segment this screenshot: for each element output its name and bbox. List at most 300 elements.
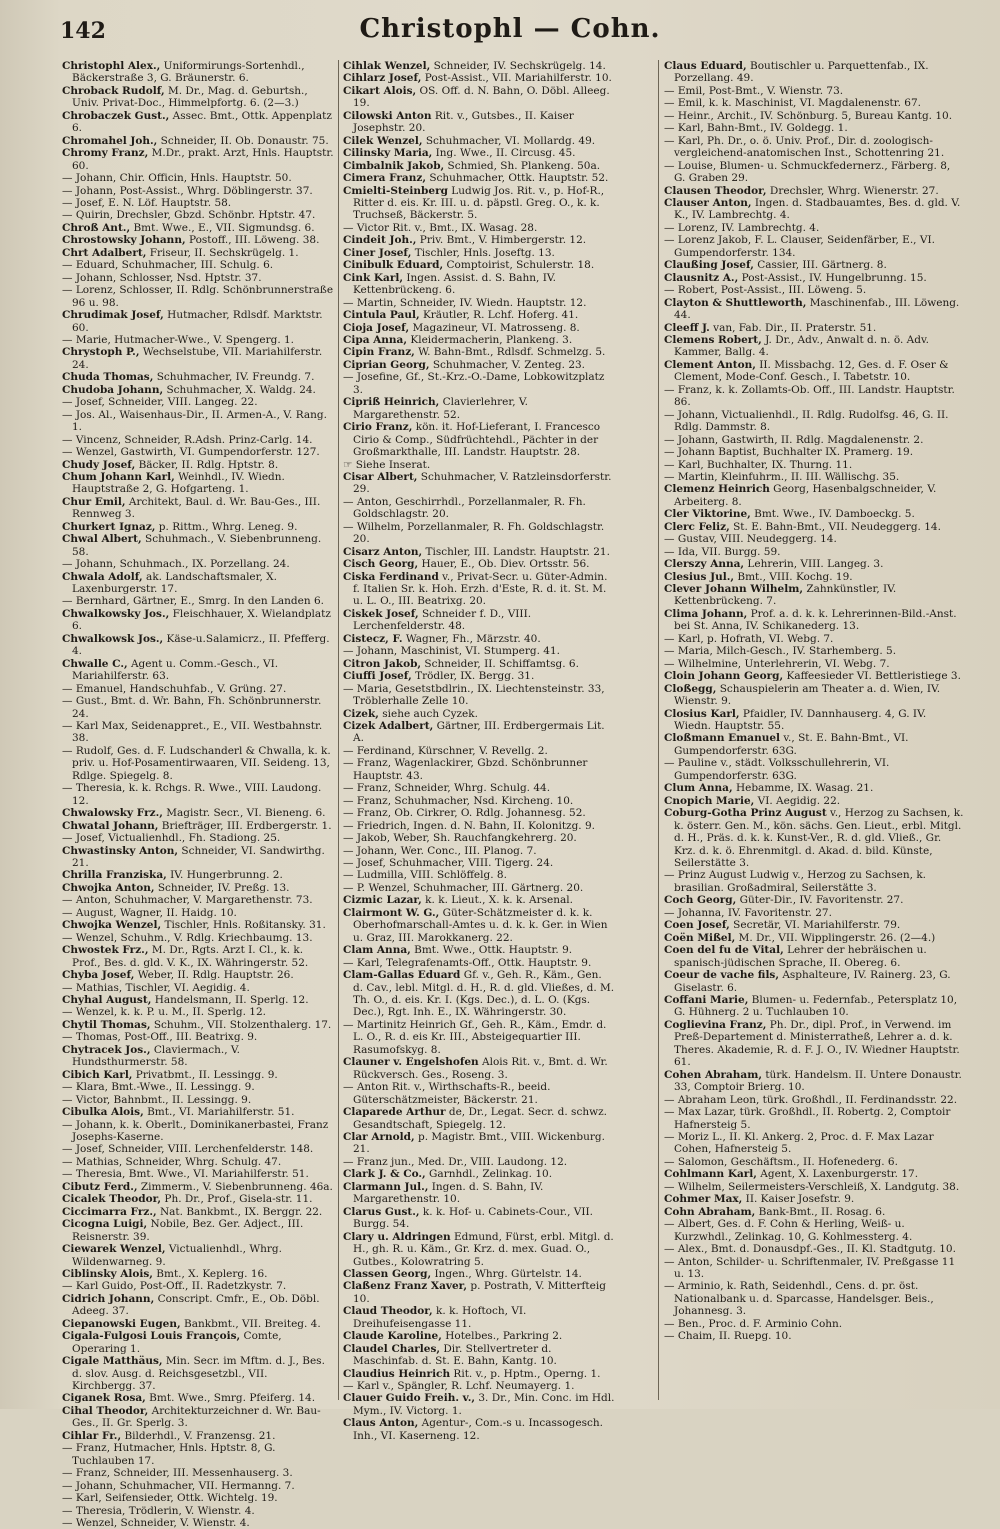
entry-name: Chromahel Joh., — [62, 134, 158, 147]
directory-entry — [62, 147, 334, 172]
entry-name: Clauser Anton, — [664, 196, 752, 209]
entry-details: türk. Handelsm. II. Untere Donaustr. 33, Comptoir Brierg. 10. — [674, 1068, 962, 1094]
entry-details: v., Herzog zu Sachsen, k. k. österr. Gen. M., kön. sächs. Gen. Lieut., erbl. Mitgl. d. H., Präs. d. k. k. Kunst-Ver., R. d. gld. Vließ., Gr. Krz. d. k. ö. Ehrenmitgl. d. Akad. d. bild. Künste, Seilerstätte 3. — [674, 807, 964, 869]
directory-column-2 — [343, 60, 615, 1442]
directory-entry — [343, 1231, 615, 1268]
entry-details: — Emanuel, Handschuhfab., V. Grüng. 27. — [62, 682, 287, 695]
entry-name: Clerc Feliz, — [664, 520, 730, 533]
directory-entry — [62, 1218, 334, 1243]
entry-details: OS. Off. d. N. Bahn, O. Döbl. Alleeg. 19. — [353, 84, 610, 110]
entry-name: Cler Viktorine, — [664, 508, 751, 521]
directory-entry — [62, 907, 334, 919]
entry-name: Chytil Thomas, — [62, 1018, 151, 1031]
directory-entry — [62, 1505, 334, 1517]
directory-column-3 — [664, 60, 964, 1400]
entry-name: Coch Georg, — [664, 894, 737, 907]
entry-details: Gf. v., Geh. R., Käm., Gen. d. Cav., lebl. Mitgl. d. H., R. d. gld. Vließes, d. M. Th. O., d. eis. Kr. I. (Kgs. Dec.), d. L. O. (Kgs. Dec.), Rgt. Inh. E., IX. Währingerstr. 30. — [353, 969, 615, 1019]
entry-name: Chur Emil, — [62, 495, 126, 508]
entry-name: Cohlmann Karl, — [664, 1168, 757, 1181]
entry-name: Cilowski Anton — [343, 109, 432, 122]
directory-entry — [62, 1355, 334, 1392]
directory-entry — [62, 633, 334, 658]
directory-entry — [664, 1156, 964, 1168]
entry-name: Cink Karl, — [343, 271, 404, 284]
directory-entry — [664, 259, 964, 271]
entry-details: — Karl, Buchhalter, IX. Thurng. 11. — [664, 458, 853, 471]
entry-details: — Salomon, Geschäftsm., II. Hofenederg. 6. — [664, 1155, 898, 1168]
entry-details: Bäcker, II. Rdlg. Hptstr. 8. — [135, 458, 279, 471]
directory-entry — [664, 670, 964, 682]
entry-details: — Franz, Schuhmacher, Nsd. Kircheng. 10. — [343, 794, 574, 807]
directory-entry — [62, 135, 334, 147]
entry-details: — Josef, E. N. Löf. Hauptstr. 58. — [62, 196, 232, 209]
entry-details: k. k. Lieut., X. k. k. Arsenal. — [421, 894, 573, 907]
entry-name: Chwala Adolf, — [62, 570, 143, 583]
entry-name: Coen del fu de Vital, — [664, 944, 784, 957]
directory-entry — [664, 558, 964, 570]
directory-entry — [62, 1467, 334, 1479]
directory-entry — [664, 222, 964, 234]
entry-details: — Victor Rit. v., Bmt., IX. Wasag. 28. — [343, 221, 538, 234]
directory-entry — [343, 832, 615, 844]
entry-name: Clarus Gust., — [343, 1205, 420, 1218]
entry-details: Wechselstube, VII. Mariahilferstr. 24. — [72, 346, 323, 371]
entry-details: Hebamme, IX. Wasag. 21. — [732, 782, 874, 795]
entry-name: Ciblinsky Alois, — [62, 1267, 153, 1280]
entry-details: — Prinz August Ludwig v., Herzog zu Sachsen, k. brasilian. Großadmiral, Seilerstätte 3. — [664, 869, 927, 894]
directory-entry — [62, 346, 334, 371]
entry-details: — Johann, Wer. Conc., III. Planog. 7. — [343, 844, 537, 857]
entry-details: Georg, Hasenbalgschneider, V. Arbeiterg. 8. — [674, 483, 937, 508]
directory-entry — [664, 1280, 964, 1317]
entry-details: — Anton, Schilder- u. Schriftenmaler, IV. Preßgasse 11 u. 13. — [664, 1255, 956, 1280]
entry-name: Clar Arnold, — [343, 1130, 415, 1143]
entry-name: Chuda Thomas, — [62, 371, 154, 384]
entry-details: Conscript. Cmfr., E., Ob. Döbl. Adeeg. 37. — [72, 1292, 320, 1318]
entry-details: Schneider, VI. Sandwirthg. 21. — [72, 844, 325, 869]
directory-entry — [62, 272, 334, 284]
directory-entry — [664, 546, 964, 558]
directory-entry — [664, 994, 964, 1019]
entry-details: — Lorenz Jakob, F. L. Clauser, Seidenfärber, E., VI. Gumpendorferstr. 134. — [664, 234, 935, 259]
directory-entry — [664, 757, 964, 782]
entry-details: Agent u. Comm.-Gesch., VI. Mariahilferstr. 63. — [72, 657, 279, 683]
directory-entry — [343, 795, 615, 807]
directory-entry — [343, 234, 615, 246]
directory-entry — [343, 1305, 615, 1330]
entry-name: Cohn Abraham, — [664, 1205, 756, 1218]
entry-details: Post-Assist., IV. Hungelbrunng. 15. — [738, 271, 927, 284]
entry-name: Cinibulk Eduard, — [343, 259, 444, 272]
directory-entry — [62, 371, 334, 383]
entry-details: Wagner, Fh., Märzstr. 40. — [402, 632, 541, 645]
directory-entry — [664, 197, 964, 222]
entry-details: Prof. a. d. k. k. Lehrerinnen-Bild.-Anst. bei St. Anna, IV. Schikanederg. 13. — [674, 607, 957, 633]
entry-details: — Ludmilla, VIII. Schlöffelg. 8. — [343, 869, 507, 882]
directory-entry — [343, 546, 615, 558]
directory-entry — [343, 720, 615, 745]
directory-entry — [62, 595, 334, 607]
entry-details: Comte, Operaring 1. — [72, 1330, 282, 1355]
entry-details: Schuhmacher, Ottk. Hauptstr. 52. — [426, 172, 609, 185]
directory-entry — [62, 446, 334, 458]
directory-entry — [62, 1517, 334, 1529]
entry-details: — Vincenz, Schneider, R.Adsh. Prinz-Carlg. 14. — [62, 433, 313, 446]
directory-entry — [343, 247, 615, 259]
directory-entry — [62, 807, 334, 819]
directory-entry — [664, 85, 964, 97]
entry-name: Cihlak Wenzel, — [343, 60, 431, 72]
entry-details: — Josef, Schneider, VIII. Langeg. 22. — [62, 396, 258, 409]
entry-name: Claudel Charles, — [343, 1342, 441, 1355]
directory-entry — [664, 234, 964, 259]
entry-details: — Josef, Schuhmacher, VIII. Tigerg. 24. — [343, 857, 554, 869]
directory-entry — [62, 1442, 334, 1467]
entry-details: — Gust., Bmt. d. Wr. Bahn, Fh. Schönbrunnerstr. 24. — [62, 695, 322, 720]
entry-name: Cizmic Lazar, — [343, 894, 422, 907]
directory-entry — [62, 1094, 334, 1106]
entry-name: Closius Karl, — [664, 707, 740, 720]
entry-name: Cnopich Marie, — [664, 794, 755, 807]
directory-entry — [62, 396, 334, 408]
directory-entry — [62, 1193, 334, 1205]
entry-name: Classen Georg, — [343, 1267, 432, 1280]
entry-name: Clauner v. Engelshofen — [343, 1056, 479, 1069]
directory-entry — [343, 459, 615, 471]
entry-details: Cassier, III. Gärtnerg. 8. — [753, 259, 887, 272]
directory-entry — [664, 969, 964, 994]
entry-details: St. E. Bahn-Bmt., VII. Neudeggerg. 14. — [729, 520, 941, 533]
entry-details: Pfaidler, IV. Dannhauserg. 4, G. IV. Wiedn. Hauptstr. 55. — [674, 707, 927, 733]
entry-details: Bmt., VI. Mariahilferstr. 51. — [143, 1106, 295, 1119]
entry-details: — Wilhelmine, Unterlehrerin, VI. Webg. 7. — [664, 657, 890, 670]
entry-details: — Martin, Schneider, IV. Wiedn. Hauptstr. 12. — [343, 296, 587, 309]
entry-details: — Wenzel, Schneider, V. Wienstr. 4. — [62, 1517, 250, 1529]
entry-name: Chudy Josef, — [62, 458, 136, 471]
entry-name: Cimbalnik Jakob, — [343, 159, 445, 172]
entry-details: — Quirin, Drechsler, Gbzd. Schönbr. Hptstr. 47. — [62, 209, 316, 222]
entry-details: Tischler, III. Landstr. Hauptstr. 21. — [422, 545, 610, 558]
entry-name: Ciner Josef, — [343, 246, 412, 259]
directory-entry — [62, 533, 334, 558]
entry-details: Agent, X. Laxenburgerstr. 17. — [756, 1168, 919, 1181]
entry-name: Cloßmann Emanuel — [664, 732, 781, 745]
directory-entry — [62, 85, 334, 110]
directory-entry — [343, 359, 615, 371]
entry-details: Weber, II. Rdlg. Hauptstr. 26. — [134, 969, 294, 982]
directory-entry — [664, 1218, 964, 1243]
entry-name: Chudoba Johann, — [62, 383, 164, 396]
directory-entry — [62, 1405, 334, 1430]
directory-entry — [62, 1168, 334, 1180]
entry-name: Ciska Ferdinand — [343, 570, 439, 583]
directory-entry — [62, 1181, 334, 1193]
directory-entry — [343, 670, 615, 682]
entry-name: Clauer Guido Freih. v., — [343, 1392, 476, 1405]
directory-entry — [664, 645, 964, 657]
directory-entry — [343, 683, 615, 708]
entry-name: Cioja Josef, — [343, 321, 410, 334]
directory-entry — [664, 409, 964, 434]
entry-name: Chwatal Johann, — [62, 819, 159, 832]
entry-details: Ph. Dr., Prof., Gisela-str. 11. — [161, 1193, 313, 1206]
directory-entry — [664, 297, 964, 322]
entry-details: — Johann, Maschinist, VI. Stumperg. 41. — [343, 645, 560, 658]
entry-name: Cizek Adalbert, — [343, 720, 434, 733]
entry-details: Kleidermacherin, Plankeng. 3. — [407, 333, 573, 346]
entry-details: — Josef, Victualienhdl., Fh. Stadiong. 25. — [62, 832, 281, 845]
directory-entry — [343, 1368, 615, 1380]
entry-details: — Johann, Victualienhdl., II. Rdlg. Rudolfsg. 46, G. II. Rdlg. Dammstr. 8. — [664, 408, 949, 434]
directory-entry — [62, 882, 334, 894]
directory-entry — [343, 820, 615, 832]
entry-details: — Karl v., Spängler, R. Lchf. Neumayerg. 1. — [343, 1380, 575, 1393]
directory-entry — [343, 496, 615, 521]
entry-details: — Karl Max, Seidenappret., E., VII. Westbahnstr. 38. — [62, 720, 323, 745]
entry-details: — Alex., Bmt. d. Donausdpf.-Ges., II. Kl. Stadtgutg. 10. — [664, 1243, 956, 1256]
directory-entry — [664, 1069, 964, 1094]
entry-details: — Wenzel, Gastwirth, VI. Gumpendorferstr. 127. — [62, 446, 320, 459]
entry-details: k. k. Hoftoch, VI. Dreihufeisengasse 11. — [353, 1305, 527, 1330]
directory-entry — [343, 1330, 615, 1342]
entry-details: Handelsmann, II. Sperlg. 12. — [151, 993, 309, 1006]
entry-details: — Josef, Schneider, VIII. Lerchenfelderstr. 148. — [62, 1143, 314, 1156]
directory-entry — [62, 1243, 334, 1268]
directory-entry — [62, 994, 334, 1006]
entry-name: Chwojka Wenzel, — [62, 919, 162, 932]
column-divider — [338, 60, 339, 1400]
entry-name: Cikart Alois, — [343, 84, 417, 97]
entry-details: — Josefine, Gf., St.-Krz.-O.-Dame, Lobkowitzplatz 3. — [343, 371, 605, 396]
entry-details: — Mathias, Tischler, VI. Aegidig. 4. — [62, 981, 250, 994]
directory-entry — [62, 1031, 334, 1043]
entry-details: — Ida, VII. Burgg. 59. — [664, 545, 781, 558]
entry-name: Ciuffi Josef, — [343, 670, 412, 683]
entry-name: Chwojka Anton, — [62, 881, 155, 894]
directory-entry — [343, 1056, 615, 1081]
entry-details: — Anton, Schuhmacher, V. Margarethenstr. 73. — [62, 894, 313, 907]
directory-entry — [62, 1044, 334, 1069]
entry-name: Cindeit Joh., — [343, 234, 417, 247]
entry-details: — Theresia, Bmt. Wwe., VI. Mariahilferstr. 51. — [62, 1168, 309, 1181]
entry-details: 3. Dr., Min. Conc. im Hdl. Mym., IV. Victorg. 1. — [353, 1392, 615, 1417]
directory-entry — [62, 1156, 334, 1168]
entry-name: Chwalowsky Frz., — [62, 807, 163, 820]
directory-entry — [343, 869, 615, 881]
directory-entry — [62, 459, 334, 471]
directory-entry — [62, 1480, 334, 1492]
entry-name: Ciepanowski Eugen, — [62, 1317, 181, 1330]
entry-details: Bankbmt., VII. Breiteg. 4. — [180, 1317, 321, 1330]
entry-details: Comptoirist, Schulerstr. 18. — [443, 259, 595, 272]
directory-entry — [664, 869, 964, 894]
directory-entry — [343, 1131, 615, 1156]
entry-name: Cilek Wenzel, — [343, 134, 423, 147]
entry-details: v., Privat-Secr. u. Güter-Admin. f. Italien Sr. k. Hoh. Erzh. d'Este, R. d. it. St. M. u. L. O., III. Beatrixg. 20. — [353, 570, 608, 608]
entry-name: Clement Anton, — [664, 358, 756, 371]
directory-entry — [343, 944, 615, 956]
directory-entry — [62, 571, 334, 596]
directory-entry — [343, 259, 615, 271]
entry-details: — Robert, Post-Assist., III. Löweng. 5. — [664, 284, 867, 297]
entry-name: Clayton & Shuttleworth, — [664, 296, 807, 309]
entry-details: — Karl, Seifensieder, Ottk. Wichtelg. 19. — [62, 1492, 278, 1505]
entry-details: — Martinitz Heinrich Gf., Geh. R., Käm., Emdr. d. L. O., R. d. eis Kr. III., Absteigequartier III. Rasumofskyg. 8. — [343, 1018, 607, 1056]
entry-details: Schuhmacher, V. Ratzleinsdorferstr. 29. — [353, 470, 612, 496]
entry-name: Cicogna Luigi, — [62, 1218, 148, 1231]
entry-details: Garnhdl., Zelinkag. 10. — [425, 1168, 553, 1181]
directory-entry — [62, 658, 334, 683]
entry-name: Cihlar Fr., — [62, 1429, 122, 1442]
directory-entry — [62, 1019, 334, 1031]
entry-details: — Marie, Hutmacher-Wwe., V. Spengerg. 1. — [62, 333, 295, 346]
entry-details: — Pauline v., städt. Volksschullehrerin, VI. Gumpendorferstr. 63G. — [664, 757, 890, 782]
directory-entry — [62, 869, 334, 881]
page-number: 142 — [60, 18, 106, 44]
entry-details: — Franz, Schneider, III. Messenhauserg. 3. — [62, 1467, 293, 1480]
directory-entry — [62, 185, 334, 197]
entry-name: Cintula Paul, — [343, 309, 420, 322]
entry-name: Cibutz Ferd., — [62, 1180, 138, 1193]
entry-details: — Johann Baptist, Buchhalter IX. Pramerg. 19. — [664, 446, 914, 459]
entry-details: kön. it. Hof-Lieferant, I. Francesco Cirio & Comp., Südfrüchtehdl., Pächter in der Großmarkthalle, III. Landstr. Hauptstr. 28. — [353, 421, 601, 459]
entry-details: II. Missbachg. 12, Ges. d. F. Oser & Clement, Mode-Conf. Gesch., I. Tabetstr. 10. — [674, 358, 949, 384]
entry-name: Chytracek Jos., — [62, 1043, 151, 1056]
entry-details: siehe auch Cyzek. — [378, 707, 478, 720]
entry-details: Bmt., X. Keplerg. 16. — [152, 1267, 268, 1280]
page-title: Christophl — Cohn. — [359, 14, 661, 44]
entry-details: Ingen., Whrg. Gürtelstr. 14. — [431, 1267, 582, 1280]
entry-details: Postoff., III. Löweng. 38. — [185, 234, 320, 247]
entry-name: Chroback Rudolf, — [62, 84, 165, 97]
entry-name: Claud Theodor, — [343, 1305, 433, 1318]
directory-entry — [62, 683, 334, 695]
entry-name: Cisar Albert, — [343, 470, 418, 483]
entry-details: Gärtner, III. Erdbergermais Lit. A. — [353, 720, 605, 745]
directory-entry — [664, 571, 964, 583]
directory-entry — [664, 434, 964, 446]
directory-entry — [343, 907, 615, 944]
directory-entry — [343, 135, 615, 147]
directory-entry — [664, 907, 964, 919]
directory-entry — [343, 782, 615, 794]
entry-details: Secretär, VI. Mariahilferstr. 79. — [729, 919, 901, 932]
entry-details: M. Dr., Mag. d. Geburtsh., Univ. Privat-Doc., Himmelpfortg. 6. (2—3.) — [72, 84, 308, 110]
directory-entry — [343, 147, 615, 159]
entry-name: Chrilla Franziska, — [62, 869, 167, 882]
directory-entry — [664, 284, 964, 296]
directory-entry — [343, 894, 615, 906]
entry-details: Tischler, Hnls. Joseftg. 13. — [411, 246, 555, 259]
entry-name: Clerszy Anna, — [664, 558, 745, 571]
entry-details: — Johann, Schuhmach., IX. Porzellang. 24. — [62, 558, 290, 571]
directory-entry — [62, 720, 334, 745]
directory-entry — [62, 1492, 334, 1504]
directory-entry — [62, 434, 334, 446]
entry-name: Claus Anton, — [343, 1417, 419, 1430]
directory-entry — [664, 932, 964, 944]
directory-entry — [343, 882, 615, 894]
directory-entry — [62, 1268, 334, 1280]
directory-entry — [62, 247, 334, 259]
directory-entry — [62, 944, 334, 969]
entry-details: — Friedrich, Ingen. d. N. Bahn, II. Kolonitzg. 9. — [343, 819, 595, 832]
entry-details: — Franz, Schneider, Whrg. Schulg. 44. — [343, 782, 551, 795]
entry-details: W. Bahn-Bmt., Rdlsdf. Schmelzg. 5. — [414, 346, 606, 359]
directory-entry — [62, 558, 334, 570]
entry-details: — Johann, Gastwirth, II. Rdlg. Magdalenenstr. 2. — [664, 433, 924, 446]
entry-details: — Franz, Hutmacher, Hnls. Hptstr. 8, G. Tuchlauben 17. — [62, 1442, 276, 1467]
entry-details: Ing. Wwe., II. Circusg. 45. — [432, 147, 576, 160]
directory-entry — [62, 471, 334, 496]
entry-details: Schuhmacher, V. Zenteg. 23. — [429, 358, 586, 371]
entry-details: Claviermach., V. Hundsthurmerstr. 58. — [72, 1043, 240, 1069]
directory-entry — [343, 222, 615, 234]
entry-details: Lehrerin, VIII. Langeg. 3. — [744, 558, 884, 571]
directory-entry — [343, 1168, 615, 1180]
entry-details: — Bernhard, Gärtner, E., Smrg. In den Landen 6. — [62, 595, 324, 608]
entry-name: Cirio Franz, — [343, 421, 413, 434]
directory-entry — [343, 471, 615, 496]
directory-entry — [62, 309, 334, 334]
entry-details: — Maria, Milch-Gesch., IV. Starhemberg. 5. — [664, 645, 897, 658]
entry-details: Maschinenfab., III. Löweng. 44. — [674, 296, 960, 322]
directory-entry — [664, 459, 964, 471]
entry-details: Nat. Bankbmt., IX. Berggr. 22. — [156, 1205, 323, 1218]
directory-entry — [343, 845, 615, 857]
entry-details: Bmt. Wwe., IV. Damboeckg. 5. — [750, 508, 915, 521]
entry-name: Cohen Abraham, — [664, 1068, 762, 1081]
entry-name: Chwalkowsky Jos., — [62, 607, 170, 620]
entry-name: Chyba Josef, — [62, 969, 135, 982]
column-divider — [658, 60, 659, 1400]
entry-details: Blumen- u. Federnfab., Petersplatz 10, G. Hühnerg. 2 u. Tuchlauben 10. — [674, 993, 958, 1019]
directory-entry — [664, 334, 964, 359]
entry-details: M. Dr., VII. Wipplingerstr. 26. (2—4.) — [735, 931, 936, 944]
directory-entry — [343, 1343, 615, 1368]
entry-details: Schneider, IV. Sechskrügelg. 14. — [430, 60, 606, 72]
entry-details: — Theresia, k. k. Rchgs. R. Wwe., VIII. Laudong. 12. — [62, 782, 322, 807]
entry-details: Lehrer der hebräischen u. spanisch-jüdischen Sprache, II. Obereg. 6. — [674, 944, 927, 969]
entry-details: Ingen. d. S. Bahn, IV. Margarethenstr. 10. — [353, 1180, 544, 1206]
entry-details: — Johann, Chir. Officin, Hnls. Hauptstr. 50. — [62, 172, 292, 185]
entry-details: — Franz, Wagenlackirer, Gbzd. Schönbrunner Hauptstr. 43. — [343, 757, 588, 782]
entry-details: Schuhmacher, X. Waldg. 24. — [163, 383, 316, 396]
entry-details: de, Dr., Legat. Secr. d. schwz. Gesandtschaft, Spiegelg. 12. — [353, 1106, 607, 1131]
entry-details: Drechsler, Whrg. Wienerstr. 27. — [766, 184, 939, 197]
page-header — [60, 14, 960, 50]
directory-entry — [664, 1106, 964, 1131]
entry-name: Clam-Gallas Eduard — [343, 969, 461, 982]
entry-name: Claparede Arthur — [343, 1106, 446, 1119]
entry-name: Clima Johann, — [664, 607, 748, 620]
directory-entry — [343, 60, 615, 72]
entry-details: — Albert, Ges. d. F. Cohn & Herling, Weiß- u. Kurzwhdl., Zelinkag. 10, G. Kohlmessterg. 4. — [664, 1218, 913, 1243]
directory-entry — [62, 1106, 334, 1118]
directory-entry — [664, 807, 964, 869]
directory-entry — [62, 969, 334, 981]
directory-entry — [62, 110, 334, 135]
directory-entry — [62, 1293, 334, 1318]
entry-details: Güter-Schätzmeister d. k. k. Oberhofmarschall-Amtes u. d. k. k. Ger. in Wien u. Graz, III. Marokkanerg. 22. — [353, 906, 608, 944]
entry-details: Briefträger, III. Erdbergerstr. 1. — [158, 819, 332, 832]
directory-entry — [664, 782, 964, 794]
entry-details: — Arminio, k. Rath, Seidenhdl., Cens. d. pr. öst. Nationalbank u. d. Sparcasse, Handelsger. Beis., Johannesg. 3. — [664, 1280, 934, 1318]
entry-details: Post-Assist., VII. Mariahilferstr. 10. — [421, 72, 612, 85]
entry-name: Chum Johann Karl, — [62, 470, 175, 483]
entry-details: Käse-u.Salamicrz., II. Pfefferg. 4. — [72, 632, 330, 658]
entry-details: Schauspielerin am Theater a. d. Wien, IV. Wienstr. 9. — [674, 682, 941, 708]
